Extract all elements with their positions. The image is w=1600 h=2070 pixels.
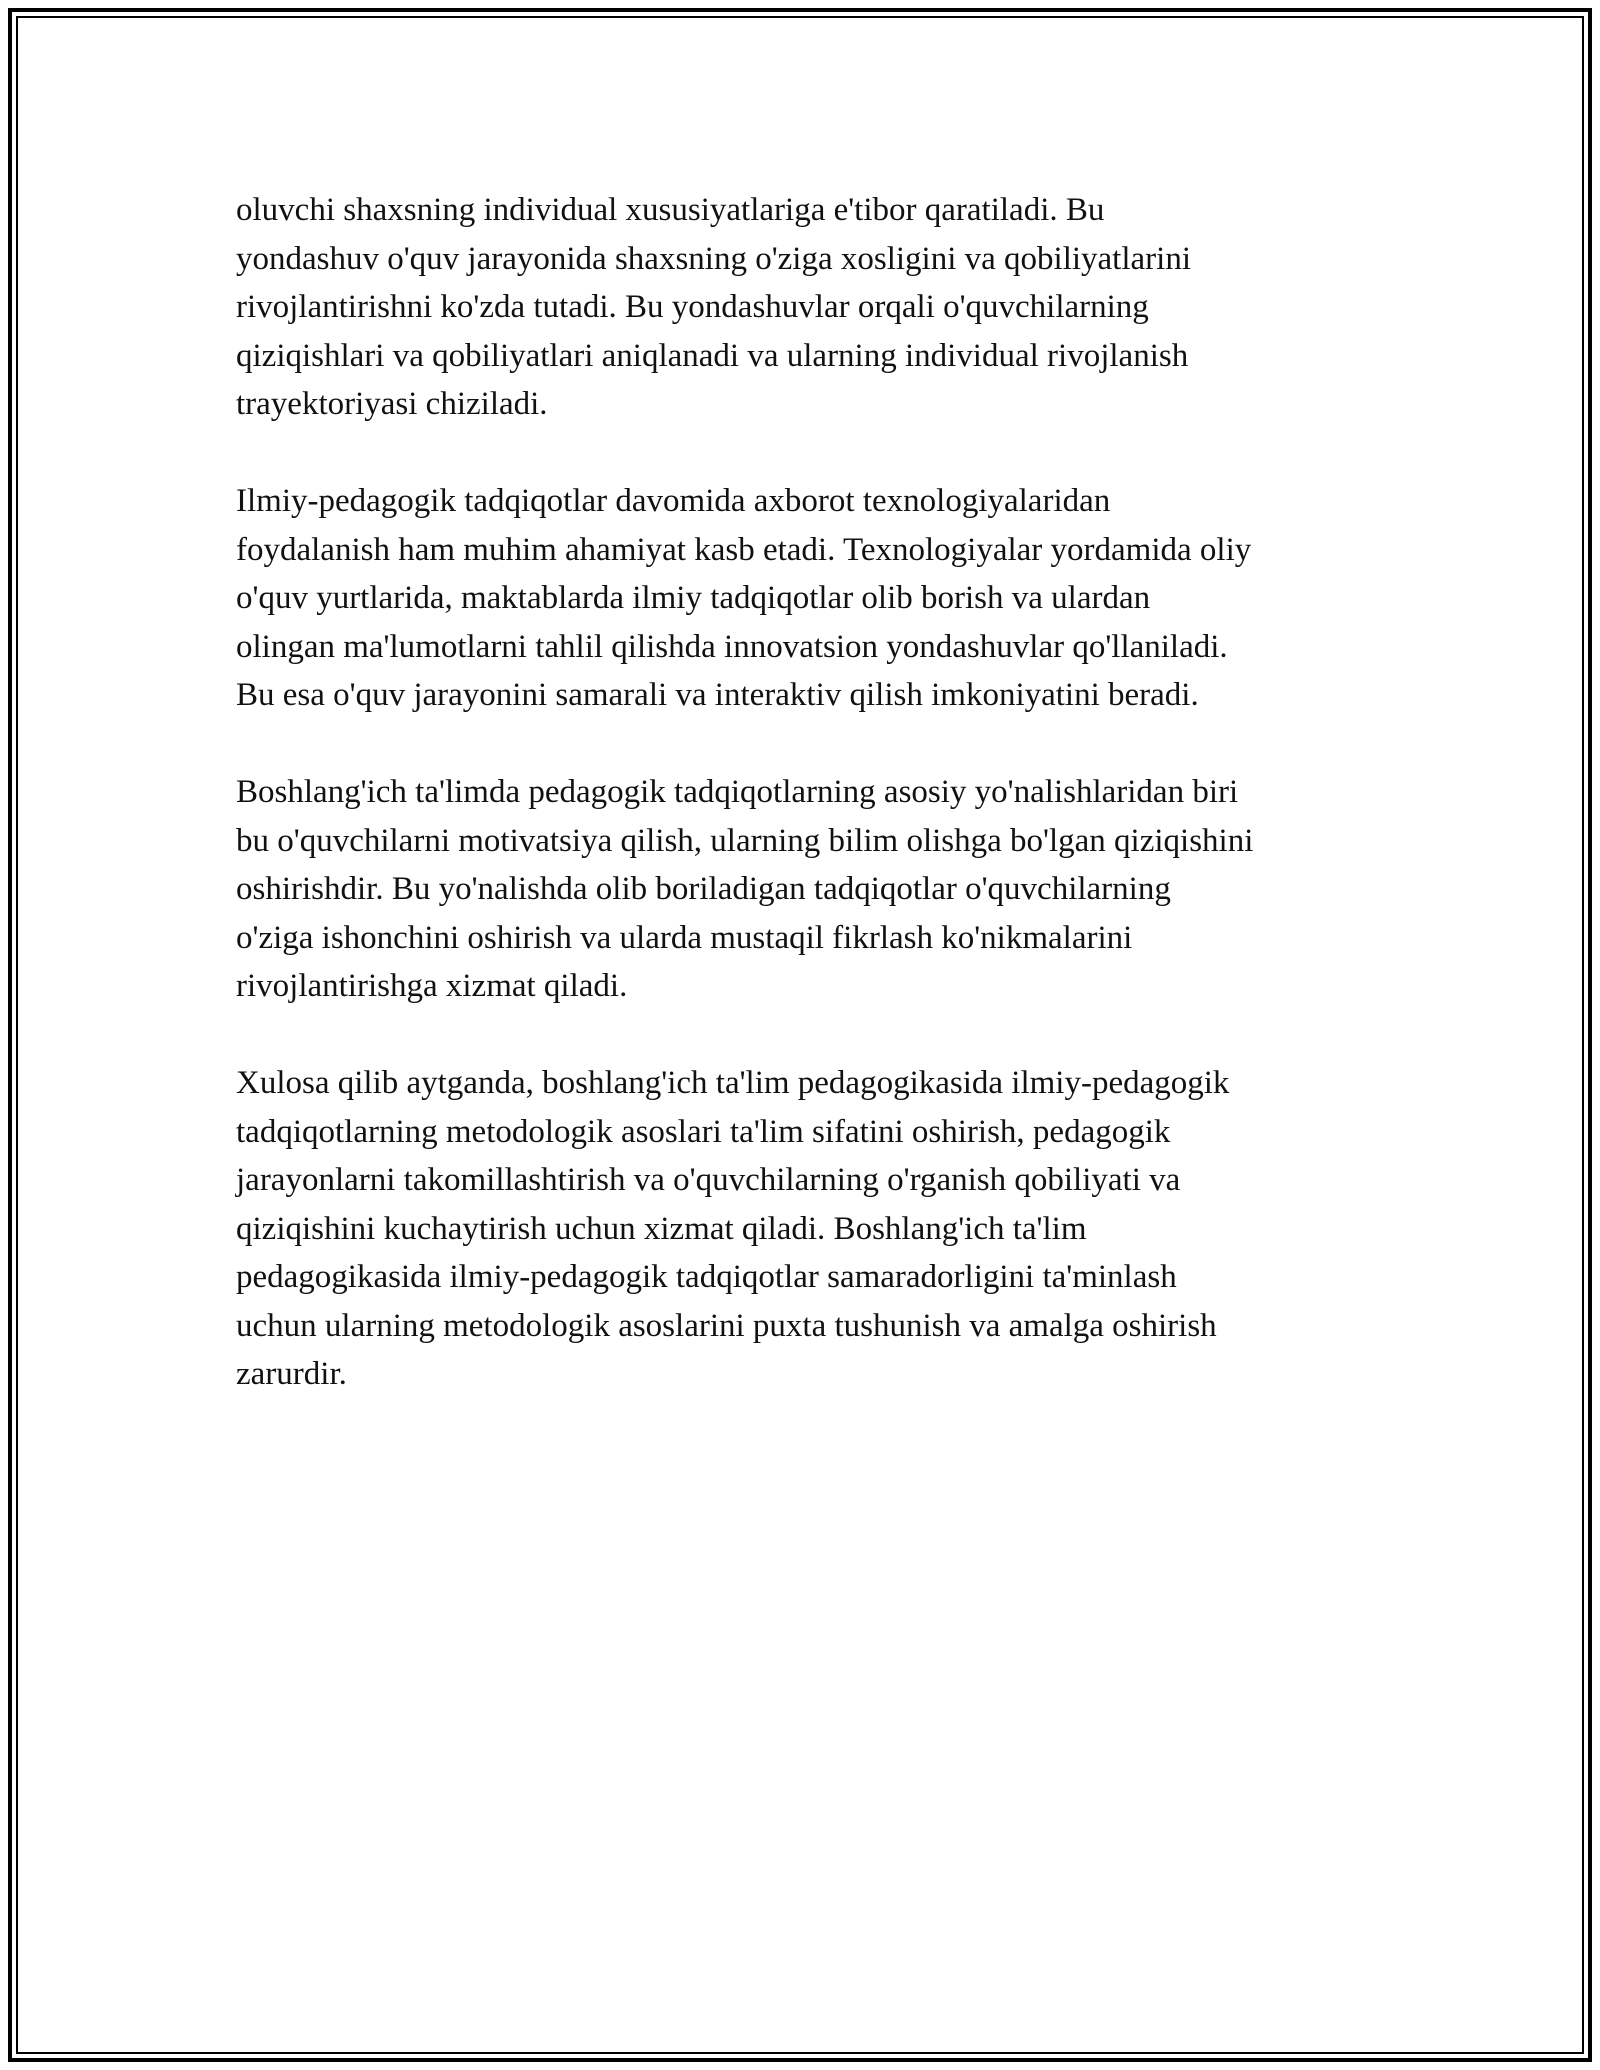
- paragraph: [236, 768, 1376, 1011]
- paragraph: [236, 186, 1376, 429]
- text-line: rivojlantirishga xizmat qiladi.: [236, 968, 628, 1004]
- text-line: Ilmiy-pedagogik tadqiqotlar davomida axborot texnologiyalaridan: [236, 483, 1111, 519]
- text-line: o'ziga ishonchini oshirish va ularda mustaqil fikrlash ko'nikmalarini: [236, 919, 1133, 956]
- text-line: oshirishdir. Bu yo'nalishda olib boriladigan tadqiqotlar o'quvchilarning: [236, 871, 1171, 907]
- text-line: uchun ularning metodologik asoslarini puxta tushunish va amalga oshirish: [236, 1307, 1217, 1344]
- text-line: foydalanish ham muhim ahamiyat kasb etadi. Texnologiyalar yordamida oliy: [236, 531, 1252, 568]
- text-line: bu o'quvchilarni motivatsiya qilish, ularning bilim olishga bo'lgan qiziqishini: [236, 822, 1254, 859]
- text-line: Boshlang'ich ta'limda pedagogik tadqiqotlarning asosiy yo'nalishlaridan biri: [236, 774, 1239, 810]
- text-line: olingan ma'lumotlarni tahlil qilishda innovatsion yondashuvlar qo'llaniladi.: [236, 628, 1228, 665]
- text-line: trayektoriyasi chiziladi.: [236, 386, 548, 422]
- text-line: yondashuv o'quv jarayonida shaxsning o'ziga xosligini va qobiliyatlarini: [236, 240, 1191, 277]
- text-line: rivojlantirishni ko'zda tutadi. Bu yondashuvlar orqali o'quvchilarning: [236, 289, 1149, 325]
- text-line: Bu esa o'quv jarayonini samarali va interaktiv qilish imkoniyatini beradi.: [236, 677, 1199, 713]
- paragraph: [236, 477, 1376, 720]
- text-line: oluvchi shaxsning individual xususiyatlariga e'tibor qaratiladi. Bu: [236, 192, 1105, 228]
- document-body: [236, 186, 1376, 1447]
- text-line: qiziqishlari va qobiliyatlari aniqlanadi va ularning individual rivojlanish: [236, 337, 1189, 374]
- paragraph: [236, 1059, 1376, 1399]
- text-line: tadqiqotlarning metodologik asoslari ta'lim sifatini oshirish, pedagogik: [236, 1113, 1171, 1150]
- text-line: jarayonlarni takomillashtirish va o'quvchilarning o'rganish qobiliyati va: [236, 1162, 1181, 1198]
- text-line: zarurdir.: [236, 1356, 347, 1392]
- text-line: Xulosa qilib aytganda, boshlang'ich ta'lim pedagogikasida ilmiy-pedagogik: [236, 1065, 1230, 1101]
- text-line: pedagogikasida ilmiy-pedagogik tadqiqotlar samaradorligini ta'minlash: [236, 1259, 1177, 1295]
- text-line: o'quv yurtlarida, maktablarda ilmiy tadqiqotlar olib borish va ulardan: [236, 580, 1151, 616]
- text-line: qiziqishini kuchaytirish uchun xizmat qiladi. Boshlang'ich ta'lim: [236, 1210, 1087, 1247]
